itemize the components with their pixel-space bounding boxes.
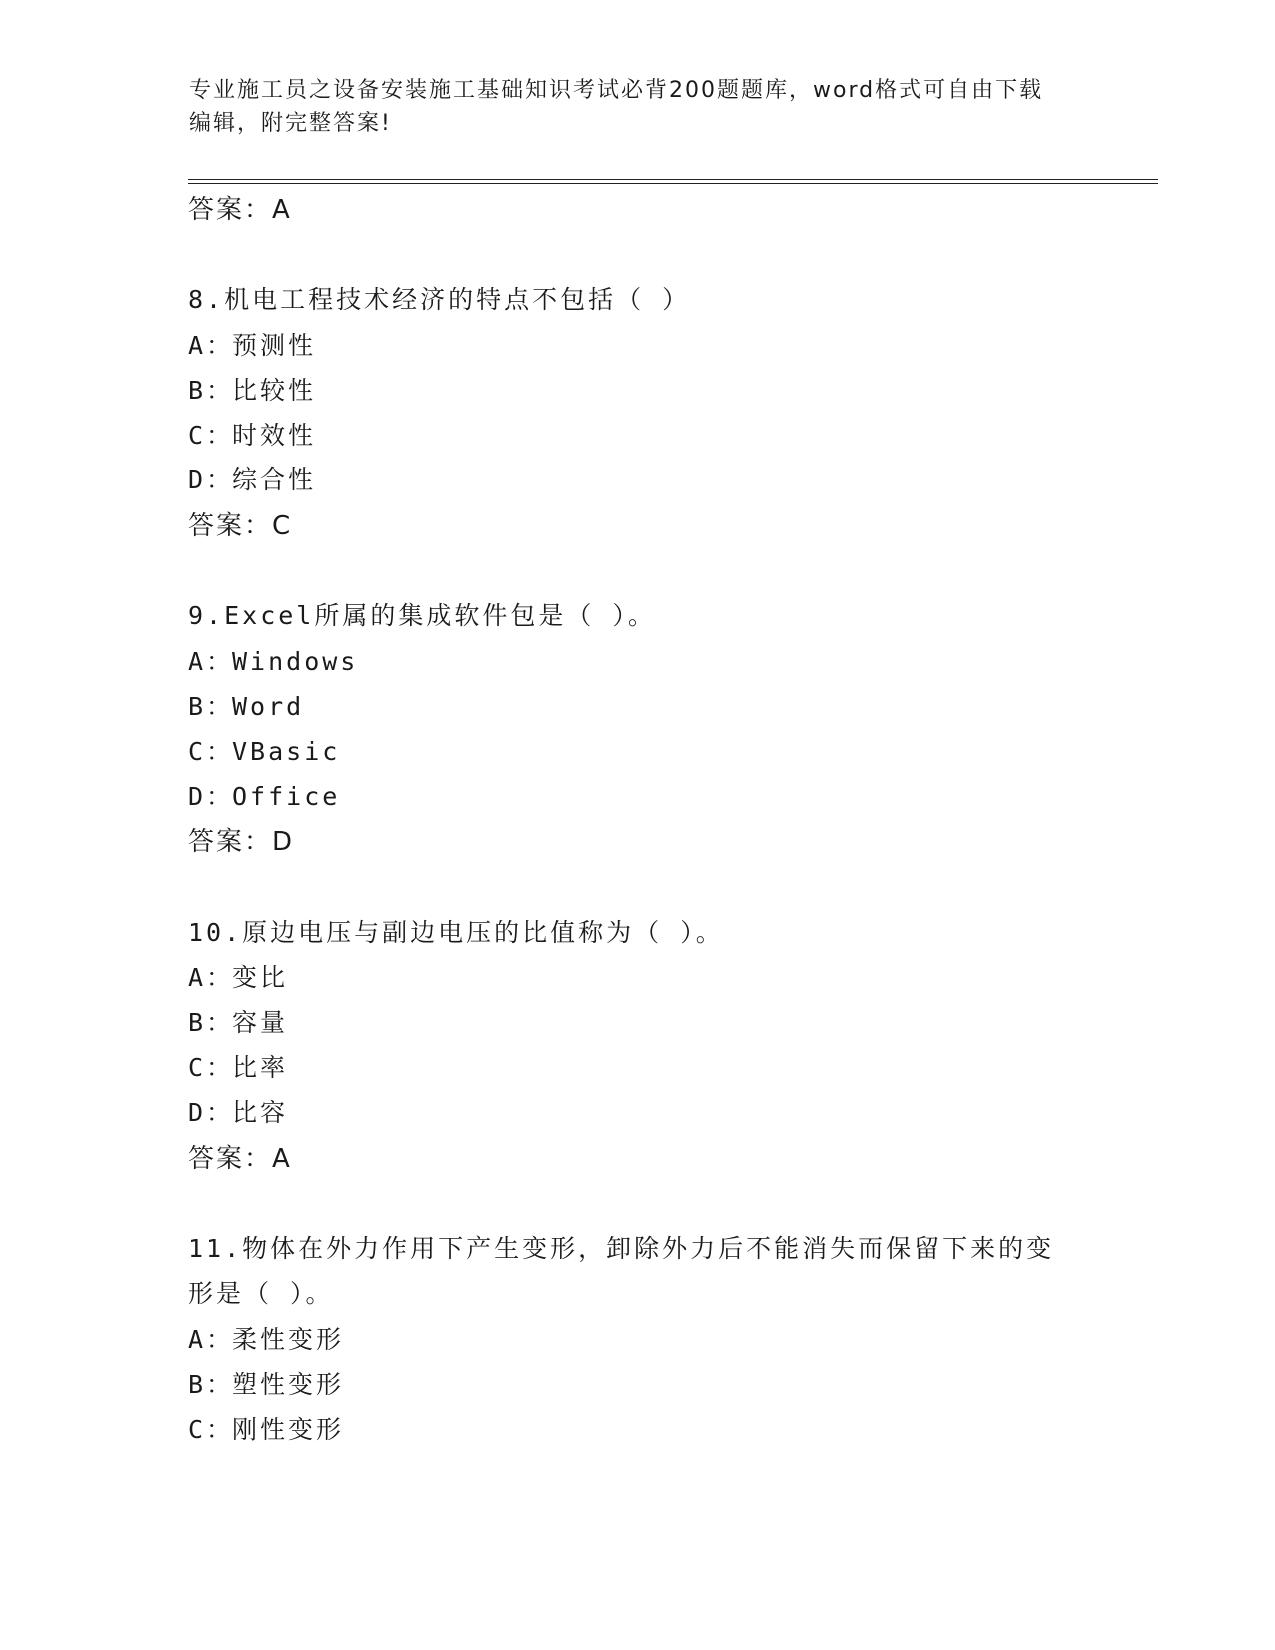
answer-line-q10 — [188, 1143, 292, 1175]
option-text: Word — [232, 692, 305, 721]
answer-line-q7 — [188, 194, 292, 226]
answer-label: 答案： — [188, 827, 273, 857]
option-a-q10 — [188, 962, 288, 994]
document-header — [189, 74, 1089, 140]
option-b-q10 — [188, 1007, 288, 1039]
option-text: 变比 — [232, 963, 289, 992]
answer-label: 答案： — [188, 511, 273, 541]
answer-label: 答案： — [188, 195, 273, 225]
option-key: D： — [188, 782, 235, 811]
question-stem-8: 8.机电工程技术经济的特点不包括（ ） — [188, 285, 691, 314]
option-key: B： — [188, 1008, 235, 1037]
header-title-line-2: 编辑，附完整答案! — [189, 111, 392, 136]
option-text: VBasic — [232, 737, 341, 766]
option-text: 比率 — [232, 1053, 289, 1082]
option-text: 比较性 — [232, 376, 317, 405]
option-a-q8 — [188, 330, 316, 362]
option-text: 综合性 — [232, 465, 317, 494]
option-key: A： — [188, 331, 235, 360]
option-c-q8 — [188, 420, 316, 452]
header-title-line-1: 专业施工员之设备安装施工基础知识考试必背200题题库，word格式可自由下载 — [189, 78, 1044, 103]
option-key: D： — [188, 1098, 235, 1127]
option-key: B： — [188, 692, 235, 721]
question-stem-11-line-2: 形是（ ）。 — [188, 1279, 334, 1308]
option-d-q10 — [188, 1097, 288, 1129]
option-key: A： — [188, 1325, 235, 1354]
question-stem-10: 10.原边电压与副边电压的比值称为（ ）。 — [188, 918, 724, 947]
option-text: 时效性 — [232, 421, 317, 450]
header-double-rule — [188, 179, 1158, 184]
option-text: Office — [232, 782, 341, 811]
option-b-q11 — [188, 1369, 344, 1401]
option-text: 预测性 — [232, 331, 317, 360]
option-a-q9 — [188, 646, 358, 678]
option-key: C： — [188, 737, 235, 766]
option-text: 比容 — [232, 1098, 289, 1127]
option-key: C： — [188, 421, 235, 450]
option-key: A： — [188, 647, 235, 676]
option-a-q11 — [188, 1324, 344, 1356]
option-text: 容量 — [232, 1008, 289, 1037]
option-c-q10 — [188, 1052, 288, 1084]
option-key: A： — [188, 963, 235, 992]
option-text: 塑性变形 — [232, 1370, 345, 1399]
answer-value: A — [272, 195, 292, 225]
answer-value: A — [272, 1144, 292, 1174]
option-text: 刚性变形 — [232, 1415, 345, 1444]
question-stem-9: 9.Excel所属的集成软件包是（ ）。 — [188, 601, 656, 630]
answer-label: 答案： — [188, 1144, 273, 1174]
answer-line-q9 — [188, 826, 294, 858]
option-key: C： — [188, 1415, 235, 1444]
option-text: Windows — [232, 647, 359, 676]
option-c-q9 — [188, 736, 340, 768]
answer-value: C — [272, 511, 293, 541]
question-stem-11-line-1: 11.物体在外力作用下产生变形，卸除外力后不能消失而保留下来的变 — [188, 1234, 1055, 1263]
option-text: 柔性变形 — [232, 1325, 345, 1354]
option-c-q11 — [188, 1414, 344, 1446]
option-d-q9 — [188, 781, 340, 813]
option-key: D： — [188, 465, 235, 494]
option-key: C： — [188, 1053, 235, 1082]
answer-line-q8 — [188, 510, 292, 542]
option-b-q8 — [188, 375, 316, 407]
option-key: B： — [188, 376, 235, 405]
option-d-q8 — [188, 464, 316, 496]
option-b-q9 — [188, 691, 304, 723]
answer-value: D — [272, 827, 295, 857]
option-key: B： — [188, 1370, 235, 1399]
